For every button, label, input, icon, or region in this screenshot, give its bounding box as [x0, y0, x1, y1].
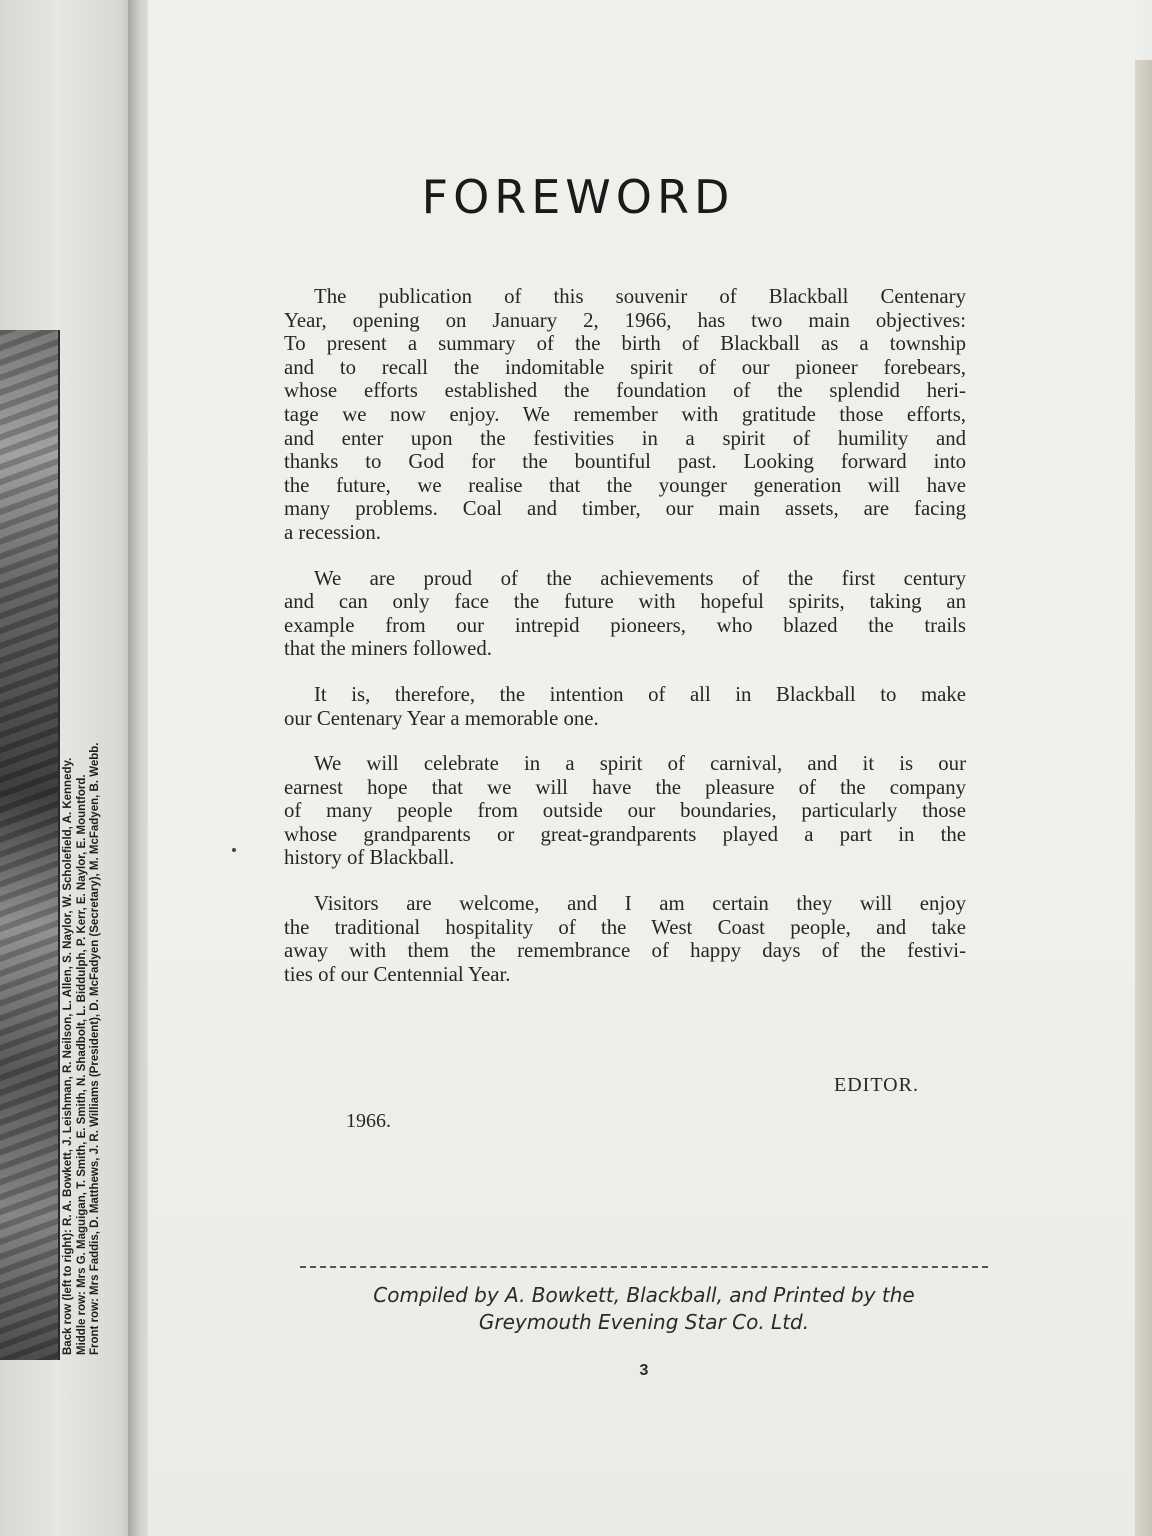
text-line: example from our intrepid pioneers, who blazed the trails	[284, 613, 966, 637]
text-line: The publication of this souvenir of Blackball Centenary	[314, 285, 966, 308]
text-line: and can only face the future with hopeful spirits, taking an	[284, 590, 966, 614]
text-line: the traditional hospitality of the West Coast people, and take	[284, 915, 966, 939]
foreword-year: 1966.	[346, 1110, 391, 1132]
text-line: Year, opening on January 2, 1966, has two main objectives:	[284, 308, 966, 332]
paragraph-1	[284, 285, 966, 545]
editor-signoff: EDITOR.	[834, 1074, 919, 1096]
text-line: ties of our Centennial Year.	[284, 962, 511, 986]
paragraph-5	[284, 892, 966, 986]
text-line: away with them the remembrance of happy days of the festivi-	[284, 939, 966, 963]
foreword-body	[284, 285, 966, 1008]
caption-front-row: Front row: Mrs Faddis, D. Matthews, J. R. Williams (President), D. McFadyen (Secretary), M. McFadyen, B. Webb.	[89, 742, 101, 1355]
paragraph-3	[284, 683, 966, 730]
text-line: earnest hope that we will have the pleasure of the company	[284, 775, 966, 799]
text-line: Visitors are welcome, and I am certain they will enjoy	[314, 892, 966, 916]
text-line: It is, therefore, the intention of all in Blackball to make	[314, 682, 966, 706]
page-edge	[1135, 60, 1152, 1536]
text-line: of many people from outside our boundaries, particularly those	[284, 799, 966, 823]
text-line: and to recall the indomitable spirit of our pioneer forebears,	[284, 355, 966, 379]
text-line: the future, we realise that the younger generation will have	[284, 473, 966, 497]
text-line: whose grandparents or great-grandparents played a part in the	[284, 822, 966, 846]
left-facing-page	[0, 0, 140, 1536]
caption-middle-row: Middle row: Mrs G. Maguigan, T. Smith, E. Smith, N. Shadbolt, L. Biddulph, P. Kerr, E. Naylor, E. Mountford.	[75, 774, 88, 1355]
text-line: history of Blackball.	[284, 846, 455, 870]
text-line: whose efforts established the foundation of the splendid heri-	[284, 379, 966, 403]
text-line: thanks to God for the bountiful past. Looking forward into	[284, 450, 966, 474]
text-line: that the miners followed.	[284, 637, 492, 661]
text-line: many problems. Coal and timber, our main assets, are facing	[284, 497, 966, 521]
paper-speck	[232, 848, 236, 852]
text-line: and enter upon the festivities in a spirit of humility and	[284, 426, 966, 450]
page-title: FOREWORD	[421, 170, 735, 224]
imprint-line: Compiled by A. Bowkett, Blackball, and Printed by the	[373, 1283, 915, 1307]
dashed-divider	[300, 1266, 988, 1268]
page-number: 3	[639, 1362, 649, 1379]
caption-back-row: Back row (left to right): R. A. Bowkett, J. Leishman, R. Neilson, L. Allen, S. Naylor, W. Scholefield, A. Kennedy.	[62, 757, 74, 1355]
imprint-line: Greymouth Evening Star Co. Ltd.	[478, 1310, 810, 1334]
text-line: our Centenary Year a memorable one.	[284, 706, 599, 730]
text-line: We will celebrate in a spirit of carnival, and it is our	[314, 752, 966, 776]
photo-caption	[62, 345, 122, 1355]
text-line: a recession.	[284, 520, 382, 544]
paragraph-2	[284, 567, 966, 661]
printer-imprint	[300, 1282, 988, 1336]
text-line: To present a summary of the birth of Blackball as a township	[284, 332, 966, 356]
paragraph-4	[284, 752, 966, 870]
text-line: We are proud of the achievements of the first century	[314, 566, 966, 590]
group-photograph	[0, 330, 60, 1360]
text-line: tage we now enjoy. We remember with gratitude those efforts,	[284, 402, 966, 426]
